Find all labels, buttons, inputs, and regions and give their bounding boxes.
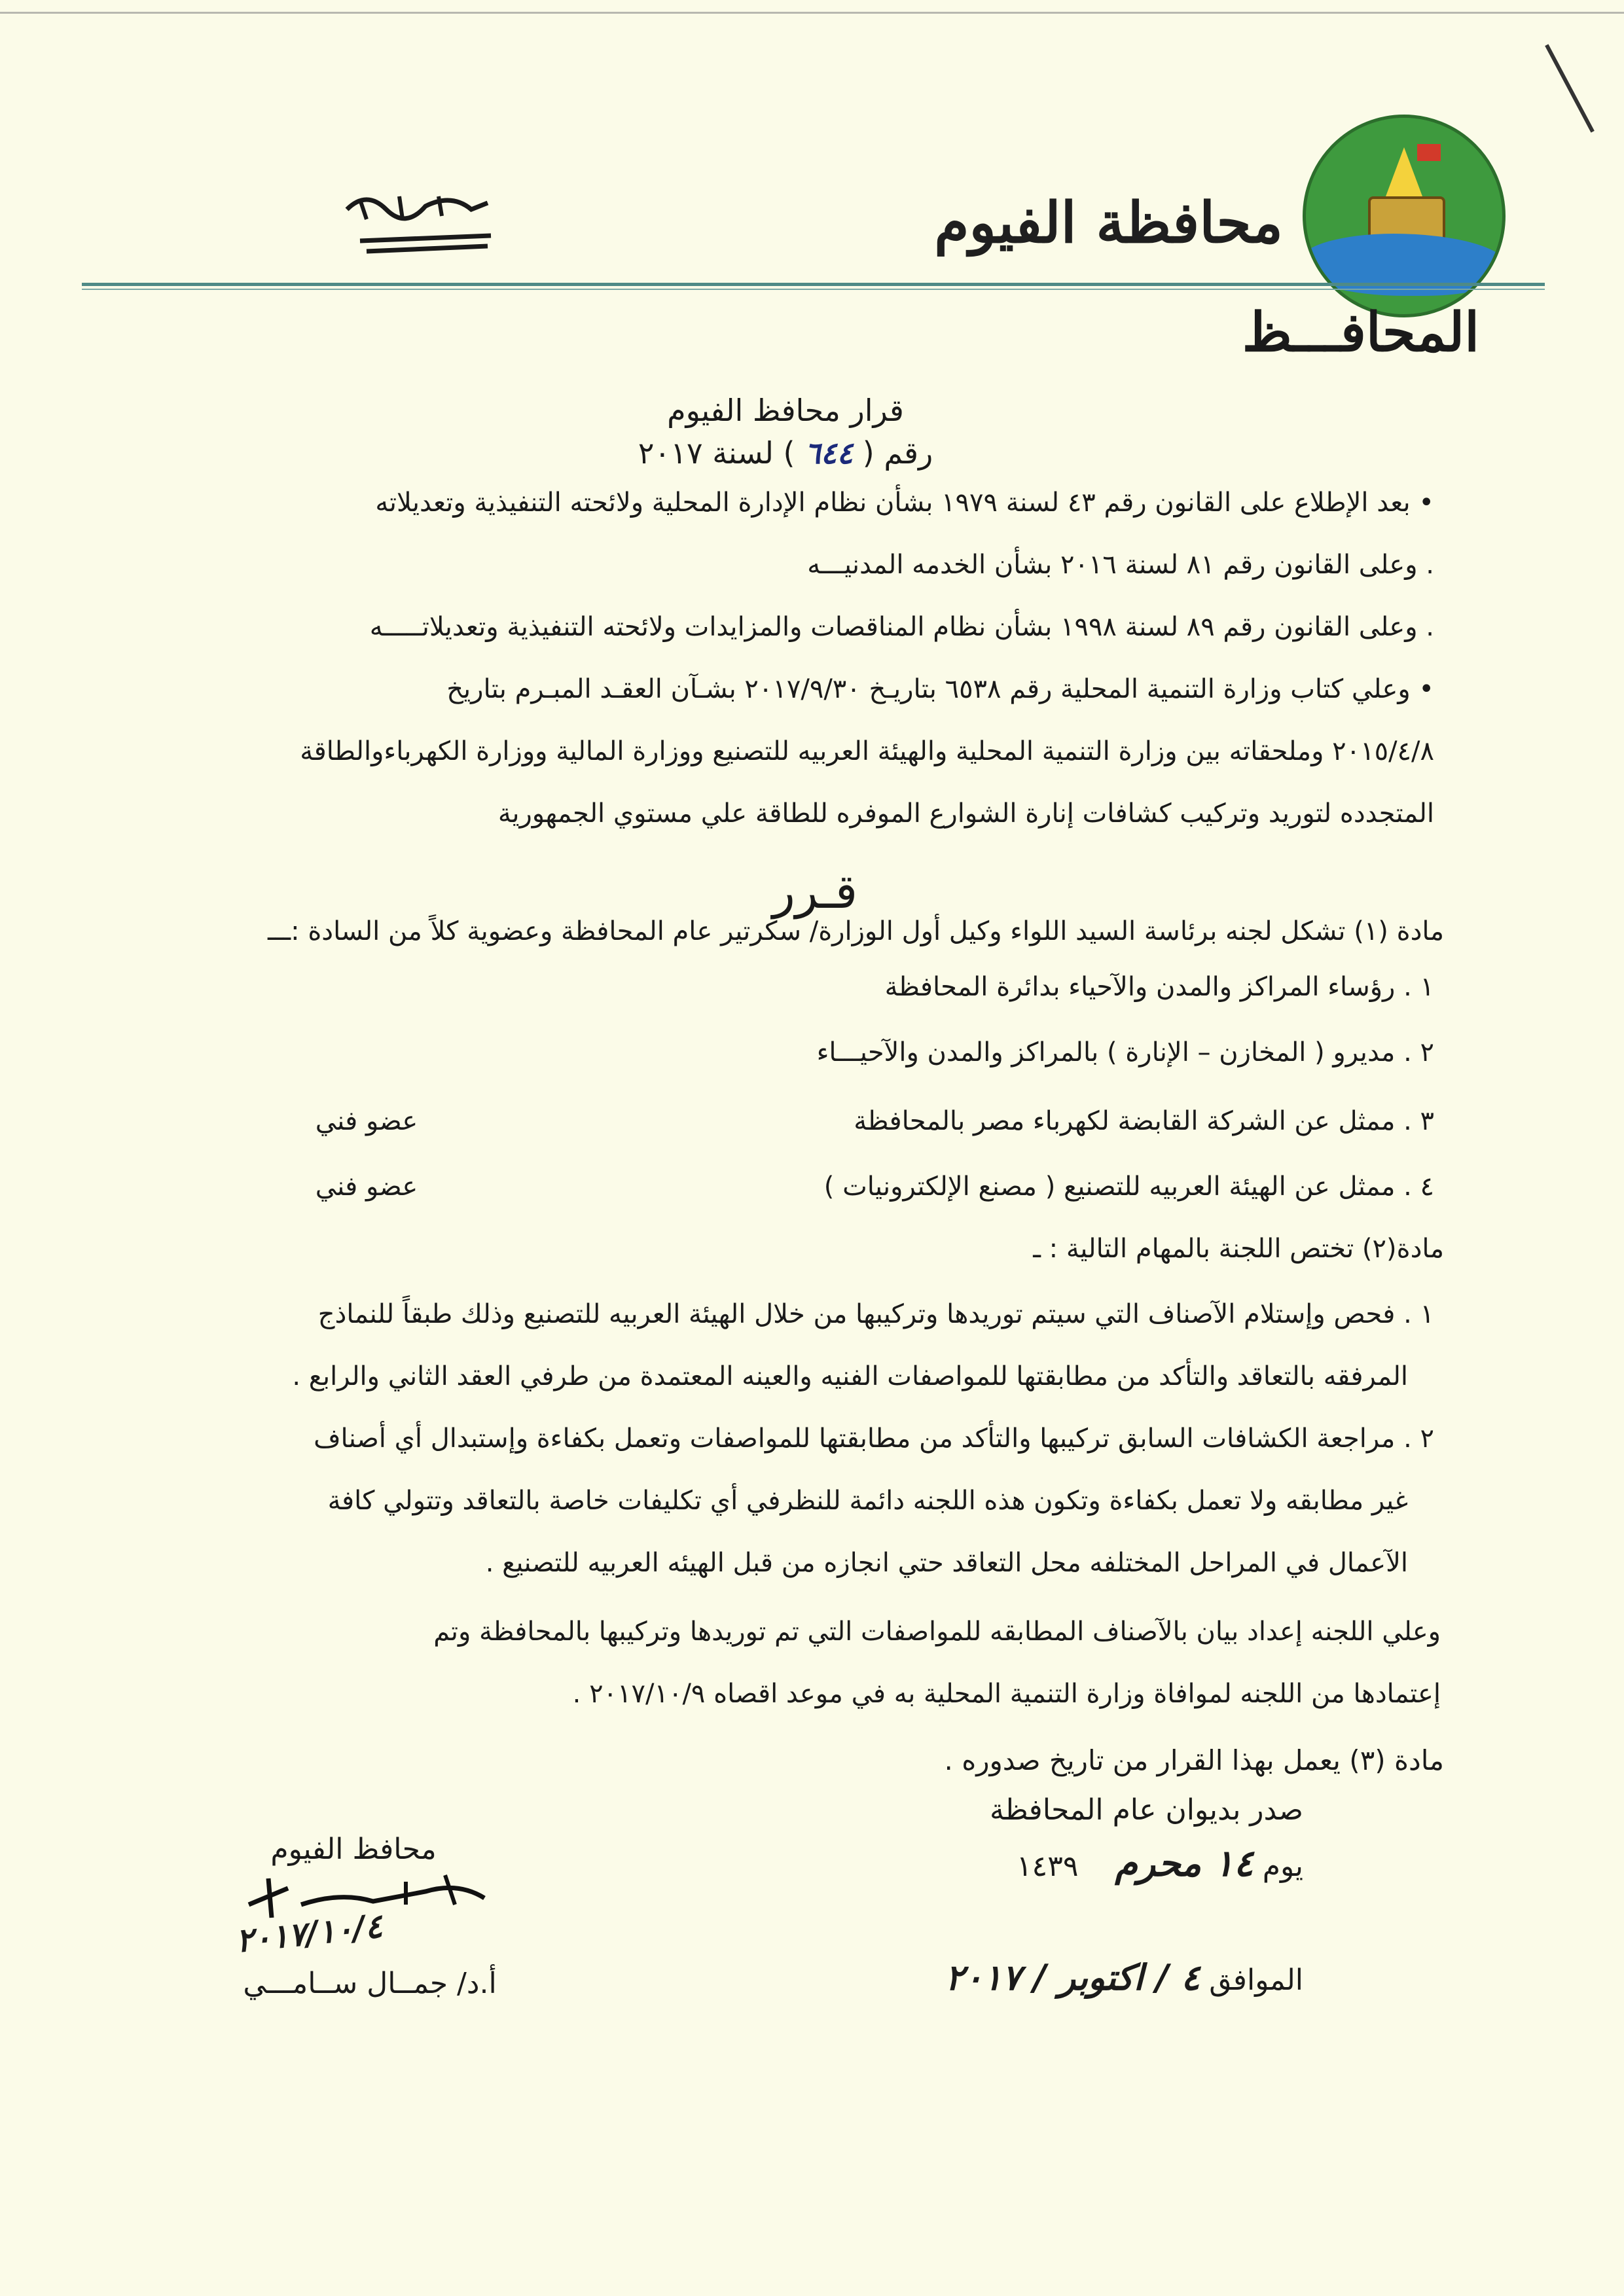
article-1-item: ١ . رؤساء المراكز والمدن والآحياء بدائرة المحافظة xyxy=(884,972,1434,1002)
article-2-line: ٢ . مراجعة الكشافات السابق تركيبها والتأكد من مطابقتها للمواصفات وتعمل بكفاءة وإستبدال أي أصناف xyxy=(314,1424,1434,1454)
hijri-day-month: ١٤ محرم xyxy=(1115,1842,1254,1885)
preamble-line: المتجدده لتوريد وتركيب كشافات إنارة الشوارع الموفره للطاقة علي مستوي الجمهورية xyxy=(497,798,1434,829)
gregorian-prefix: الموافق xyxy=(1209,1964,1303,1997)
signatory-title: محافظ الفيوم xyxy=(270,1833,437,1866)
preamble-line: • بعد الإطلاع على القانون رقم ٤٣ لسنة ١٩٧٩ بشأن نظام الإدارة المحلية ولائحته التنفيذية وتعديلاته xyxy=(375,488,1434,518)
article-1-item: ٢ . مديرو ( المخازن – الإنارة ) بالمراكز والمدن والآحيـــاء xyxy=(816,1037,1434,1067)
decision-title: قرار محافظ الفيوم xyxy=(667,393,904,428)
member-role: عضو فني xyxy=(315,1106,418,1136)
hijri-prefix: يوم xyxy=(1262,1850,1303,1883)
header-divider-thin xyxy=(82,289,1545,290)
office-title: المحافـــظ xyxy=(1242,301,1479,364)
header-divider xyxy=(82,283,1545,286)
issued-hijri-date xyxy=(1017,1842,1303,1885)
article-1-item: ٣ . ممثل عن الشركة القابضة لكهرباء مصر بالمحافظة xyxy=(854,1106,1434,1136)
article-2-line: وعلي اللجنه إعداد بيان بالآصناف المطابقه للمواصفات التي تم توريدها وتركيبها بالمحافظة وتم xyxy=(433,1617,1441,1647)
article-3: مادة (٣) يعمل بهذا القرار من تاريخ صدوره . xyxy=(944,1744,1444,1776)
preamble-line: • وعلي كتاب وزارة التنمية المحلية رقم ٦٥٣٨ بتاريـخ ٢٠١٧/٩/٣٠ بشـآن العقـد المبـرم بتاريخ xyxy=(446,674,1434,704)
governorate-name: محافظة الفيوم xyxy=(934,190,1283,256)
signatory-name: أ.د/ جمــال ســامـــي xyxy=(243,1967,497,2000)
decision-number-prefix: رقم ( xyxy=(862,435,933,471)
article-2-line: الآعمال في المراحل المختلفه محل التعاقد حتي انجازه من قبل الهيئه العربيه للتصنيع . xyxy=(485,1548,1408,1578)
decision-number-line xyxy=(458,435,1113,471)
decision-number: ٦٤٤ xyxy=(804,435,854,471)
article-2-line: المرفقه بالتعاقد والتأكد من مطابقتها للمواصفات الفنيه والعينه المعتمدة من طرفي العقد الثاني والرابع . xyxy=(292,1361,1408,1391)
article-1-item: ٤ . ممثل عن الهيئة العربيه للتصنيع ( مصنع الإلكترونيات ) xyxy=(823,1172,1434,1202)
article-2-intro: مادة(٢) تختص اللجنة بالمهام التالية : ـ xyxy=(1033,1234,1444,1264)
governorate-seal-logo xyxy=(1303,115,1506,317)
decision-number-suffix: ) لسنة ٢٠١٧ xyxy=(638,435,795,471)
reference-mark-handwritten xyxy=(340,183,497,262)
article-1-intro: مادة (١) تشكل لجنه برئاسة السيد اللواء وكيل أول الوزارة/ سكرتير عام المحافظة وعضوية كلاً من السادة :ـــ xyxy=(267,916,1444,946)
decided-heading: قـرر xyxy=(772,864,857,919)
preamble-line: ٢٠١٥/٤/٨ وملحقاته بين وزارة التنمية المحلية والهيئة العربيه للتصنيع ووزارة المالية ووزارة الكهرباءوالطاقة xyxy=(300,736,1434,766)
gregorian-date: ٤ / اكتوبر / ٢٠١٧ xyxy=(945,1957,1200,1998)
issued-gregorian-date xyxy=(945,1957,1303,1998)
issued-place: صدر بديوان عام المحافظة xyxy=(989,1793,1303,1827)
preamble-line: . وعلى القانون رقم ٨٩ لسنة ١٩٩٨ بشأن نظام المناقصات والمزايدات ولائحته التنفيذية وتعديلاتـــــه xyxy=(369,612,1434,642)
preamble-line: . وعلى القانون رقم ٨١ لسنة ٢٠١٦ بشأن الخدمه المدنيـــه xyxy=(807,550,1434,580)
article-2-line: ١ . فحص وإستلام الآصناف التي سيتم توريدها وتركيبها من خلال الهيئة العربيه للتصنيع وذلك طبقاً للنماذج xyxy=(317,1299,1434,1329)
page-edge xyxy=(0,12,1624,14)
article-2-line: غير مطابقه ولا تعمل بكفاءة وتكون هذه اللجنه دائمة للنظرفي أي تكليفات خاصة بالتعاقد وتتولي كافة xyxy=(327,1486,1408,1516)
article-2-line: إعتمادها من اللجنه لموافاة وزارة التنمية المحلية به في موعد اقصاه ٢٠١٧/١٠/٩ . xyxy=(572,1679,1441,1709)
signature-date: ٢٠١٧/١٠/٤ xyxy=(234,1907,384,1960)
member-role: عضو فني xyxy=(315,1172,418,1202)
pen-stroke xyxy=(1545,44,1595,132)
hijri-year: ١٤٣٩ xyxy=(1016,1850,1079,1883)
